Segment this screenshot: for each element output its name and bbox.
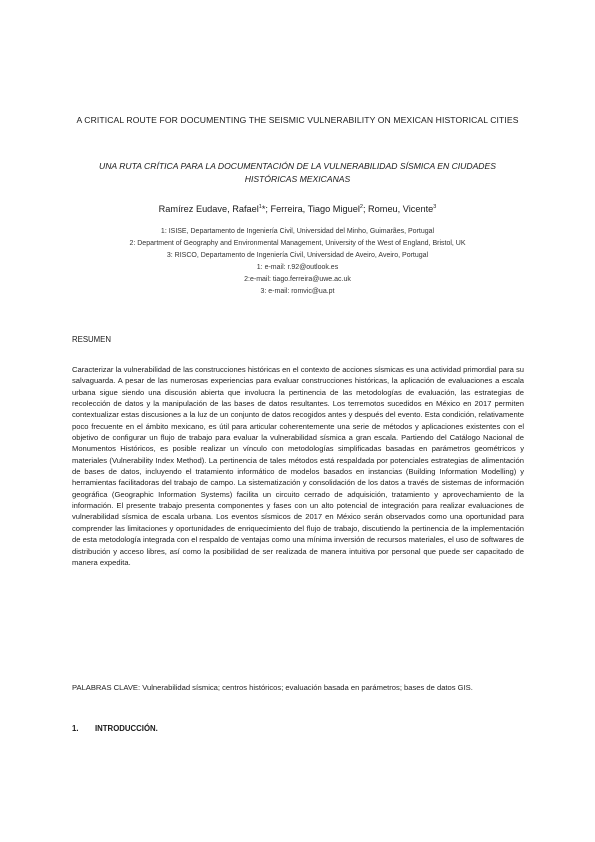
affiliation-line: 2: Department of Geography and Environmental Management, University of the West of England, Bristol, UK: [129, 239, 466, 247]
abstract-heading: RESUMEN: [72, 335, 111, 344]
section-heading-introduction: [72, 724, 158, 734]
author-1-affil-marker: 1: [258, 203, 262, 210]
author-2-name: Ferreira, Tiago Miguel: [270, 204, 360, 214]
abstract-body: Caracterizar la vulnerabilidad de las construcciones históricas en el contexto de acciones sísmicas es una actividad primordial para su salvaguarda. A pesar de las numerosas experiencias para evaluar construcciones históricas, la aplicación de evaluaciones a escala urbana sigue siendo una discusión abierta que involucra la pertinencia de las metodologías de evaluación, las estrategias de recolección de datos y la manipulación de las bases de datos resultantes. Los terremotos sucedidos en México en 2017 permiten contextualizar estas discusiones a la luz de un conjunto de datos recogidos antes y después del evento. Esta condición, relativamente poco frecuente en el ámbito mexicano, es útil para articular coherentemente una serie de métodos y aplicaciones existentes con el objetivo de configurar un flujo de trabajo para evaluar la vulnerabilidad sísmica a gran escala. Partiendo del Catálogo Nacional de Monumentos Históricos, es posible realizar un vínculo con metodologías simplificadas basadas en parámetros geométricos y materiales (Vulnerability Index Method). La pertinencia de tales métodos está respaldada por potenciales estrategias de alimentación de bases de datos, incluyendo el tratamiento informático de modelos basados en instancias (Building Information Modelling) y herramientas facilitadoras del trabajo de campo. La sistematización y consolidación de los datos a través de sistemas de información geográfica (Geographic Information Systems) facilita un circuito cerrado de adquisición, tratamiento y aprovechamiento de la información. El presente trabajo presenta componentes y fases con un alto potencial de integración para realizar evaluaciones de vulnerabilidad sísmica de escala urbana. Los eventos sísmicos de 2017 en México serán observados como una oportunidad para comprender las limitaciones y oportunidades de enriquecimiento del flujo de trabajo, discutiendo la pertinencia de la implementación de esta metodología integrada con el respaldo de ventajas como una mínima inversión de recursos materiales, el uso de softwares de distribución y acceso libres, así como la posibilidad de ser realizada de manera intuitiva por personal que puede ser capacitado de manera expedita.: [72, 365, 524, 567]
author-separator: ;: [362, 204, 369, 214]
author-3-name: Romeu, Vicente: [368, 204, 434, 214]
affiliation-block: [40, 226, 555, 297]
email-line: 3: e-mail: romvic@ua.pt: [260, 287, 335, 295]
affiliation-line: 1: ISISE, Departamento de Ingeniería Civil, Universidad del Minho, Guimarães, Portugal: [160, 228, 435, 235]
email-line: 1: e-mail: r.92@outlook.es: [256, 263, 339, 271]
author-3-affil-marker: 3: [433, 203, 437, 210]
corresponding-author-marker: *;: [261, 204, 271, 214]
author-list: [60, 203, 535, 215]
paper-title-spanish: UNA RUTA CRÍTICA PARA LA DOCUMENTACIÓN DE LA VULNERABILIDAD SÍSMICA EN CIUDADES HISTÓRICAS MEXICANAS: [99, 161, 496, 184]
email-line: 2:e-mail: tiago.ferreira@uwe.ac.uk: [244, 275, 351, 283]
keywords-paragraph: [72, 682, 524, 694]
section-number: 1.: [72, 724, 79, 733]
keywords-label: PALABRAS CLAVE: [72, 683, 138, 692]
affiliation-line: 3: RISCO, Departamento de Ingeniería Civil, Universidad de Aveiro, Aveiro, Portugal: [166, 251, 429, 259]
keywords-list: : Vulnerabilidad sísmica; centros históricos; evaluación basada en parámetros; bases de datos GIS.: [137, 683, 473, 692]
paper-title-english: A CRITICAL ROUTE FOR DOCUMENTING THE SEISMIC VULNERABILITY ON MEXICAN HISTORICAL CITIES: [76, 115, 519, 125]
section-title: INTRODUCCIÓN.: [95, 724, 158, 733]
author-2-affil-marker: 2: [359, 203, 363, 210]
author-1-name: Ramírez Eudave, Rafael: [158, 204, 259, 214]
